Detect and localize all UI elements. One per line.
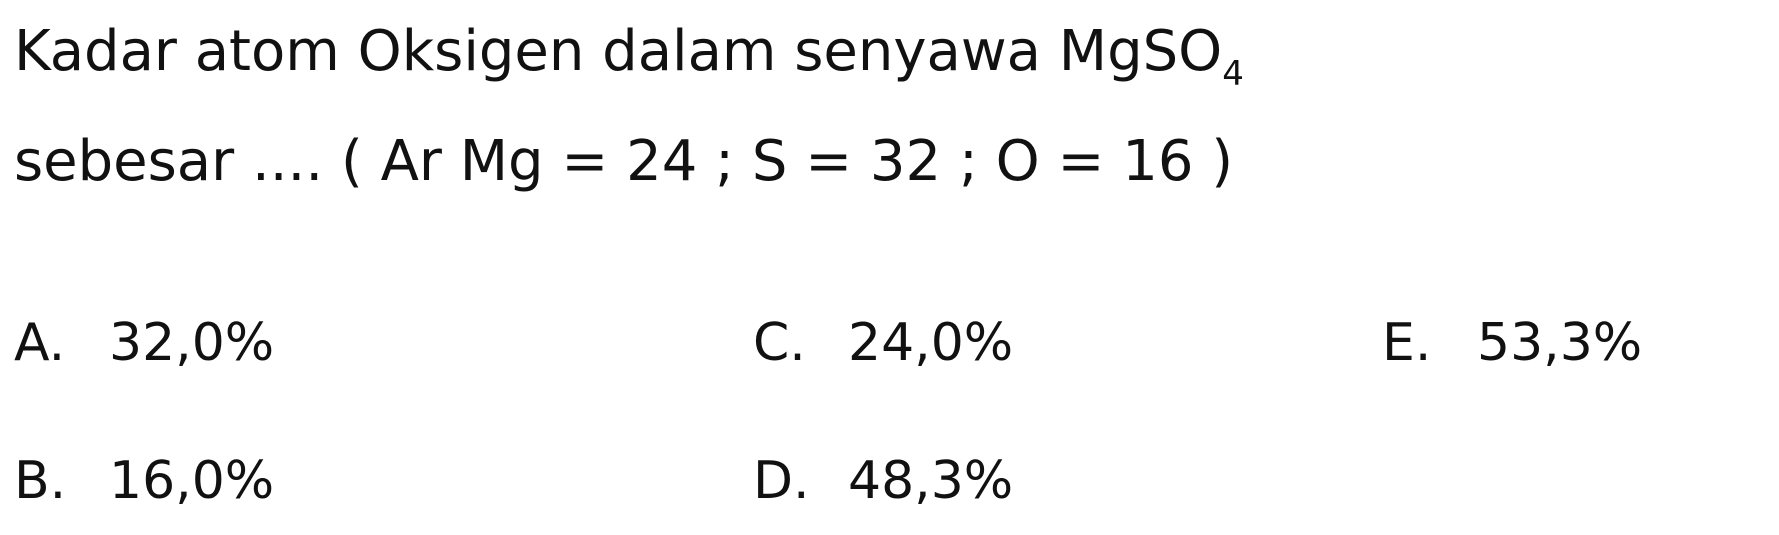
option-c[interactable] bbox=[753, 313, 1014, 373]
option-letter: D. bbox=[753, 451, 810, 511]
question-text: Kadar atom Oksigen dalam senyawa MgSO bbox=[14, 19, 1223, 84]
option-value: 48,3% bbox=[848, 451, 1014, 511]
option-value: 16,0% bbox=[109, 451, 275, 511]
option-letter: C. bbox=[753, 313, 806, 373]
question-line-2: sebesar .... ( Ar Mg = 24 ; S = 32 ; O = 16 ) bbox=[14, 129, 1234, 194]
formula-subscript: 4 bbox=[1222, 54, 1244, 95]
option-value: 32,0% bbox=[109, 313, 275, 373]
option-b[interactable] bbox=[14, 451, 275, 511]
option-d[interactable] bbox=[753, 451, 1014, 511]
option-a[interactable] bbox=[14, 313, 275, 373]
option-value: 53,3% bbox=[1477, 313, 1643, 373]
option-letter: A. bbox=[14, 313, 66, 373]
option-letter: E. bbox=[1382, 313, 1432, 373]
question-line-1 bbox=[14, 19, 1244, 95]
option-letter: B. bbox=[14, 451, 67, 511]
option-value: 24,0% bbox=[848, 313, 1014, 373]
option-e[interactable] bbox=[1382, 313, 1643, 373]
